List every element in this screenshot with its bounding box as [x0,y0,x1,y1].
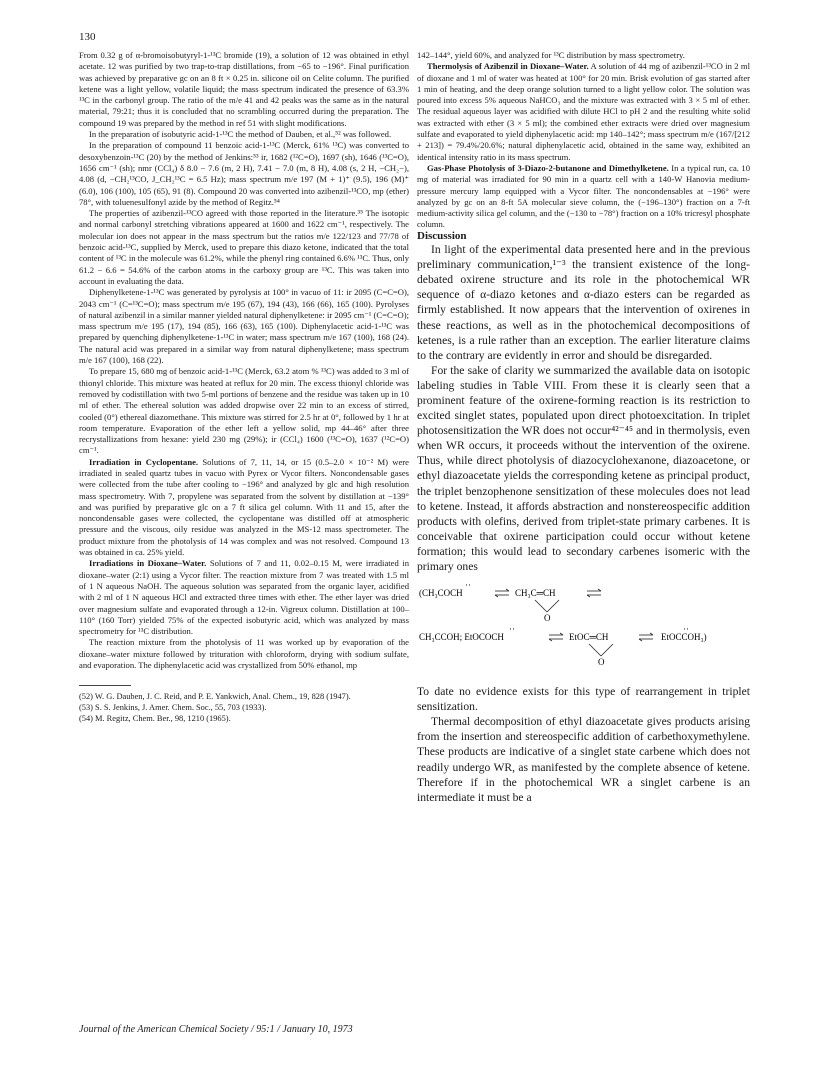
runin-heading: Gas-Phase Photolysis of 3-Diazo-2-butanone and Dimethylketene. [427,162,669,173]
footnotes [79,692,409,724]
paragraph: Thermal decomposition of ethyl diazoacetate gives products arising from the insertion and stereospecific addition of carbethoxymethylene. These products are indicative of a singlet state carbene which does not readily undergo WR, as manifested by the complete absence of ketene. Therefore if in the photochemical WR a singlet carbene is an intermediate it must be a [417,715,750,804]
footnote: (53) S. S. Jenkins, J. Amer. Chem. Soc., 55, 703 (1933). [79,702,267,712]
oxirene-species: CH₃C═CH [515,588,556,599]
carbene-dots: ·· [509,624,515,635]
paragraph: The properties of azibenzil-¹³CO agreed with those reported in the literature.³⁵ The isotopic and normal carbonyl stretching vibrations appeared at 1600 and 1622 cm⁻¹, respectively. The molecular ion does not appear in the mass spectrum but the ratios m/e 122/123 and 77/78 of benzoic acid-¹³C, supplied by Merck, used to prepare this diazo ketone, indicated that the total content of ¹³C in the molecule was 61.2%, while the phenyl ring contained 6.6% ¹³C. Thus, only 61.2 − 6.6 = 54.6% of the carbon atoms in the carboxy group are ¹³C. This was taken into account in evaluating the data. [79,208,409,286]
section-heading: Discussion [417,229,467,242]
runin-heading: Irradiations in Dioxane–Water. [89,558,207,569]
discussion-body [417,242,750,574]
paragraph-text: Solutions of 7 and 11, 0.02–0.15 M, were irradiated in dioxane–water (2:1) using a Vycor filter. The reaction mixture from 7 was treated with 1.5 ml of 1 N aqueous NaOH. The aqueous solution was separated from the organic layer, acidified with 2 ml of 1 N aqueous HCl and extracted three times with ether. The ether layer was dried over magnesium sulfate and evaporated through a 12-in. Vigreux column. Distillation at 100–110° (160 Torr) yielded 75% of the expected isobutyric acid, which was analyzed by mass spectrometry for ¹³C distribution. [79,558,409,637]
equilibrium-arrow [639,633,653,641]
reaction-scheme-graphic [417,582,750,674]
scheme-species: CH₃CCOH; EtOCOCH [419,632,504,643]
paragraph [79,457,409,559]
paragraph-text: In a typical run, ca. 10 mg of material was irradiated for 90 min in a quartz cell with a 140-W Hanovia medium-pressure mercury lamp equipped with a Vycor filter. The noncondensables at −196° were analyzed by gc on an 8-ft 5A molecular sieve column, the (−196–130°) fraction on a 7-ft medium-activity silica gel column, and the (−130 to −78°) fraction on a 10% tricresyl phosphate column. [417,162,750,230]
reaction-scheme [417,582,750,674]
paragraph: Diphenylketene-1-¹³C was generated by pyrolysis at 100° in vacuo of 11: ir 2095 (C=C=O), 2043 cm⁻¹ (C=¹³C=O); mass spectrum m/e 195 (67), 194 (43), 166 (66), 165 (100). Pyrolyses of natural azibenzil in a similar manner yielded natural diphenylketene: ir 2095 cm⁻¹ (C=C=O); mass spectrum m/e 195 (17), 194 (85), 166 (63), 165 (100). Diphenylacetic acid-1-¹³C was prepared by quenching diphenylketene-1-¹³C in water; mass spectrum m/e 167 (100), 168 (24). The natural acid was prepared in a similar way from natural diphenylketene; mass spectrum m/e 167 (100), 168 (22). [79,287,409,366]
paragraph: To prepare 15, 680 mg of benzoic acid-1-¹³C (Merck, 63.2 atom % ¹³C) was added to 3 ml of thionyl chloride. This mixture was heated at reflux for 20 min. The excess thionyl chloride was removed by codistillation with two 5-ml portions of benzene and the residue was taken up in 10 ml of ether. The ethereal solution was added dropwise over 22 min to an excess of stirred, cooled (0°) ethereal diazomethane. This mixture was stirred for 2.5 hr at 0°, followed by 1 hr at room temperature. Evaporation of the ether left a yellow solid, mp 44–46° after three recrystallizations from hexane: yield 230 mg (29%); ir (CCl₄) 1600 (¹³C=O), 1637 (¹²C=O) cm⁻¹. [79,366,409,456]
carbene-dots: ·· [465,582,471,591]
paragraph-text: A solution of 44 mg of azibenzil-¹³CO in 2 ml of dioxane and 1 ml of water was heated at 100° for 20 min. Brisk evolution of gas started after 1 min of heating, and the deep orange solution turned to a light yellow color. The solution was poured into excess 5% aqueous NaHCO₃ and the mixture was extracted with 3 × 5 ml of ether. The residual aqueous layer was acidified with dilute HCl to pH 2 and the resulting white solid was extracted with ether (3 × 5 ml); the combined ether extracts were dried over magnesium sulfate and evaporated to yield diphenylacetic acid: mp 140–142°; mass spectrum m/e (167/[212 + 213]) = 79.4%/20.6%; natural diphenylacetic acid, obtained in the same way, exhibited an identical intensity ratio in its mass spectrum. [417,61,750,162]
scheme-species: EtOCCOH₃) [661,632,707,643]
equilibrium-arrow [495,589,509,597]
paragraph: In the preparation of isobutyric acid-1-¹³C the method of Dauben, et al.,⁵² was followed. [89,129,392,140]
carbene-dots: ·· [683,624,689,635]
left-column [79,50,409,724]
runin-heading: Thermolysis of Azibenzil in Dioxane–Water. [427,61,589,72]
paragraph [417,163,750,231]
equilibrium-arrow [549,633,563,641]
paragraph: 142–144°, yield 60%, and analyzed for ¹³C distribution by mass spectrometry. [417,50,685,60]
paragraph: The reaction mixture from the photolysis of 11 was worked up by evaporation of the dioxane–water mixture followed by trituration with chloroform, drying with sodium sulfate, and evaporation. The diphenylacetic acid was crystallized from 50% ethanol, mp [79,637,409,671]
oxirene-species: EtOC═CH [569,632,609,643]
footnote: (54) M. Regitz, Chem. Ber., 98, 1210 (1965). [79,713,231,723]
oxirene-oxygen: O [598,657,605,668]
footnote-divider [79,685,131,686]
discussion-body-continued [417,684,750,805]
footnote: (52) W. G. Dauben, J. C. Reid, and P. E. Yankwich, Anal. Chem., 19, 828 (1947). [79,692,351,702]
right-column [417,50,750,805]
paragraph: From 0.32 g of α-bromoisobutyryl-1-¹³C bromide (19), a solution of 12 was obtained in ethyl acetate. 12 was purified by two trap-to-trap distillations, from −65 to −196°. Final purification was achieved by preparative gc on an 8 ft × 0.25 in. silicone oil on Celite column. The purified ketene was a light yellow, volatile liquid; the mass spectrum indicated the presence of 63.3% ¹³C in the carbonyl group. The ratio of the m/e 41 and 42 peaks was the same as in the natural material, 79:21; thus it is concluded that no scrambling occurred during the preparation. The compound 19 was prepared by the method in ref 51 with slight modifications. [79,50,409,128]
paragraph [79,558,409,637]
paragraph: For the sake of clarity we summarized the available data on isotopic labeling studies in Table VIII. From these it is clearly seen that a prominent feature of the oxirene-forming reaction is its restriction to excited singlet states, populated upon direct photoexcitation. In triplet photosensitization the WR does not occur⁴²⁻⁴⁵ and in thermolysis, even when WR occurs, it proceeds without the intervention of the oxirene. Thus, while direct photolysis of diazocyclohexanone, diazoacetone, or ethyl diazoacetate yields the corresponding ketene as principal product, the triplet benzophenone sensitization of these molecules does not lead to ketene. Instead, it affords abstraction and nonstereospecific addition products with olefins, derived from triplet-state primary carbenes. It is conceivable that oxirene participation could occur without ketene formation; this would lead to secondary carbenes isomeric with the primary ones [417,363,750,574]
page-number: 130 [79,31,96,43]
paragraph: To date no evidence exists for this type of rearrangement in triplet sensitization. [417,685,750,714]
equilibrium-arrow [587,589,601,597]
paragraph [417,61,750,163]
scheme-species: (CH₃COCH [419,588,463,599]
paragraph: In light of the experimental data presented here and in the previous preliminary communication,¹⁻³ the transient existence of the long-debated oxirene structure and its role in the photochemical WR sequence of α-diazo ketones and α-diazo esters can be regarded as firmly established. It now appears that the intervention of oxirenes in these reactions, as well as in the photochemical decompositions of ketenes, is a rule rather than an exception. The earlier literature claims to the contrary are evidently in error and should be disregarded. [417,243,750,362]
paragraph-text: Solutions of 7, 11, 14, or 15 (0.5–2.0 × 10⁻² M) were irradiated in sealed quartz tubes in vacuo with Pyrex or Vycor filters. Noncondensable gases were collected from the tube after cooling to −196° and analyzed by glc and high resolution mass spectrometry. With 7, propylene was separated from the solvent by distillation at −139° and was purified by preparative glc on a 7 ft silica gel column. With 11 and 15, after the noncondensable gases were collected, the cyclopentane was distilled off at atmospheric pressure and the viscous, oily residue was analyzed in the MS-12 mass spectrometer. The product mixture from the photolysis of 14 was complex and was not resolved. Compound 13 was obtained in ca. 25% yield. [79,456,409,558]
runin-heading: Irradiation in Cyclopentane. [89,456,199,467]
paragraph: In the preparation of compound 11 benzoic acid-1-¹³C (Merck, 61% ¹³C) was converted to desoxybenzoin-¹³C (20) by the method of Jenkins:⁵³ ir, 1682 (¹²C=O), 1697 (sh), 1646 (¹³C=O), 1656 cm⁻¹ (sh); nmr (CCl₄) δ 8.0 − 7.6 (m, 2 H), 7.41 − 7.0 (m, 8 H), 4.08 (s, 2 H, −CH₂−), 4.08 (d, −CH₂¹³CO, J_CH₂¹³C = 6.5 Hz); mass spectrum m/e 197 (M + 1)⁺ (9.5), 196 (M)⁺ (6.0), 106 (100), 105 (65), 91 (8). Compound 20 was converted into azibenzil-¹³CO, mp (ether) 78°, with toluenesulfonyl azide by the method of Regitz.⁵⁴ [79,140,409,207]
oxirene-oxygen: O [544,613,551,624]
journal-citation-footer: Journal of the American Chemical Society / 95:1 / January 10, 1973 [79,1024,353,1035]
